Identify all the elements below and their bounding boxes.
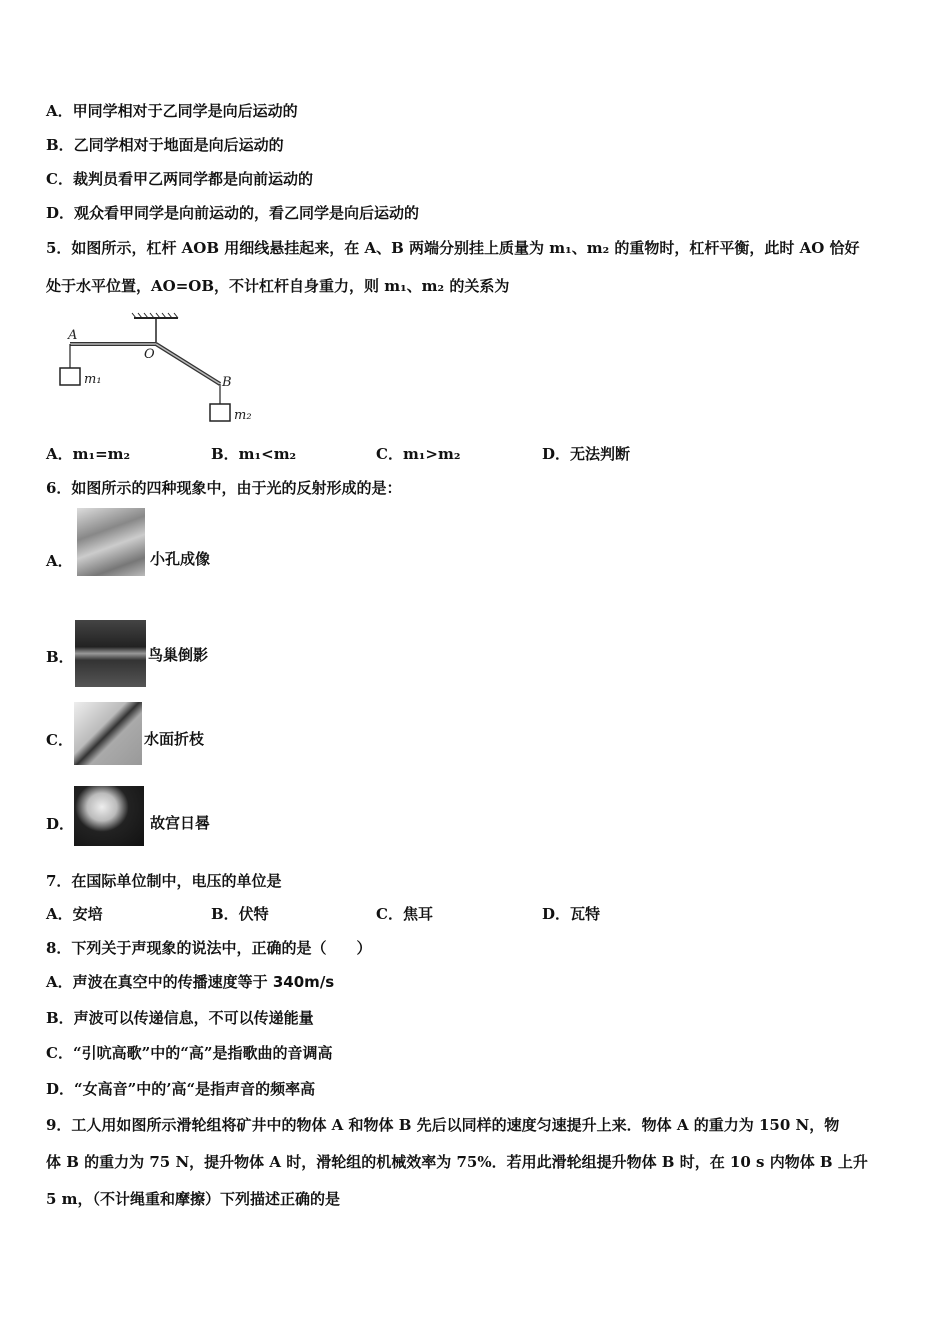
q7-option-a: A．安培 bbox=[46, 905, 103, 923]
q6-stem: 6．如图所示的四种现象中，由于光的反射形成的是： bbox=[46, 479, 402, 497]
label-b: B bbox=[222, 375, 232, 390]
q8-option-d: D．“女高音”中的’高“是指声音的频率高 bbox=[46, 1080, 316, 1098]
q8-option-b: B．声波可以传递信息，不可以传递能量 bbox=[46, 1009, 314, 1027]
q7-option-b: B．伏特 bbox=[211, 905, 269, 923]
speed-value: 340m/s bbox=[272, 973, 335, 991]
q9-stem-line2: 体 B 的重力为 75 N，提升物体 A 时，滑轮组的机械效率为 75%．若用此滑轮组提升物体 B 时，在 10 s 内物体 B 上升 bbox=[46, 1153, 868, 1171]
q4-option-a: A．甲同学相对于乙同学是向后运动的 bbox=[46, 102, 298, 120]
lever-diagram bbox=[54, 312, 264, 430]
q9-stem-line3: 5 m，（不计绳重和摩擦）下列描述正确的是 bbox=[46, 1190, 341, 1208]
q7-stem: 7．在国际单位制中，电压的单位是 bbox=[46, 872, 282, 890]
q5-stem-line2: 处于水平位置，AO=OB，不计杠杆自身重力，则 m₁、m₂ 的关系为 bbox=[46, 277, 510, 295]
label-m1: m₁ bbox=[84, 372, 102, 387]
q5-option-b: B．m₁<m₂ bbox=[211, 445, 297, 463]
q5-option-a: A．m₁=m₂ bbox=[46, 445, 131, 463]
q7-option-d: D．瓦特 bbox=[542, 905, 601, 923]
q4-option-d: D．观众看甲同学是向前运动的，看乙同学是向后运动的 bbox=[46, 204, 420, 222]
q7-option-c: C．焦耳 bbox=[376, 905, 433, 923]
q8-stem: 8．下列关于声现象的说法中，正确的是（ ） bbox=[46, 939, 372, 957]
forbidden-city-sundial-photo bbox=[74, 786, 144, 846]
q4-option-b: B．乙同学相对于地面是向后运动的 bbox=[46, 136, 284, 154]
q5-option-d: D．无法判断 bbox=[542, 445, 631, 463]
weight-m2 bbox=[210, 404, 230, 421]
birds-nest-reflection-photo bbox=[75, 620, 146, 687]
bent-branch-water-photo bbox=[74, 702, 142, 765]
label-o: O bbox=[144, 347, 155, 362]
q4-option-c: C．裁判员看甲乙两同学都是向前运动的 bbox=[46, 170, 313, 188]
q8-option-a: A．声波在真空中的传播速度等于 340m/s bbox=[46, 973, 335, 991]
q5-option-c: C．m₁>m₂ bbox=[376, 445, 461, 463]
q5-stem-line1: 5．如图所示，杠杆 AOB 用细线悬挂起来，在 A、B 两端分别挂上质量为 m₁、m₂ 的重物时，杠杆平衡，此时 AO 恰好 bbox=[46, 239, 860, 257]
label-a: A bbox=[68, 328, 78, 343]
q9-stem-line1: 9．工人用如图所示滑轮组将矿井中的物体 A 和物体 B 先后以同样的速度匀速提升上来．物体 A 的重力为 150 N，物 bbox=[46, 1116, 840, 1134]
label-m2: m₂ bbox=[234, 408, 252, 423]
pinhole-image-photo bbox=[77, 508, 145, 576]
weight-m1 bbox=[60, 368, 80, 385]
q8-option-c: C．“引吭高歌”中的“高”是指歌曲的音调高 bbox=[46, 1044, 333, 1062]
